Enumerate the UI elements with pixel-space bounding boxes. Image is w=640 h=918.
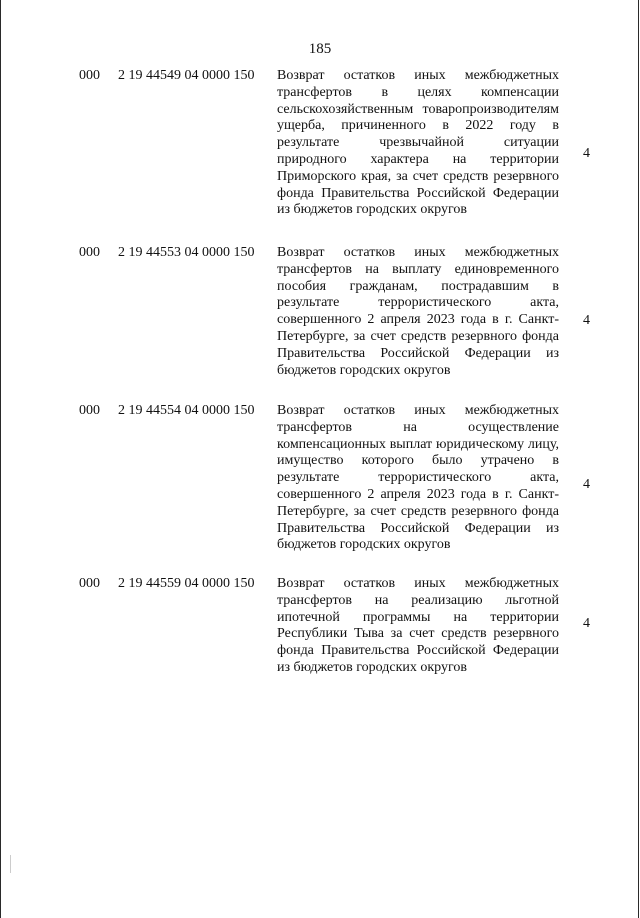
row-description: Возврат остатков иных межбюджетных трансфертов в целях компенсации сельскохозяйственным товаропроизводителям ущерба, причиненного в 2022 году в результате чрезвычайной ситуации природного характера на территории Приморского края, за счет средств резервного фонда Правительства Российской Федерации из бюджетов городских округов [277,68,559,218]
admin-code: 000 [79,403,100,418]
kbk-code: 2 19 44559 04 0000 150 [118,576,255,591]
row-description: Возврат остатков иных межбюджетных трансфертов на осуществление компенсационных выплат юридическому лицу, имущество которого было утрачено в результате террористического акта, совершенного 2 апреля 2023 года в г. Санкт-Петербурге, за счет средств резервного фонда Правительства Российской Федерации из бюджетов городских округов [277,403,559,553]
page-number: 185 [308,41,332,57]
row-description: Возврат остатков иных межбюджетных трансфертов на выплату единовременного пособия гражданам, пострадавшим в результате террористического акта, совершенного 2 апреля 2023 года в г. Санкт-Петербурге, за счет средств резервного фонда Правительства Российской Федерации из бюджетов городских округов [277,245,559,378]
row-amount: 4 [583,146,590,161]
admin-code: 000 [79,68,100,83]
row-description: Возврат остатков иных межбюджетных трансфертов на реализацию льготной ипотечной программы на территории Республики Тыва за счет средств резервного фонда Правительства Российской Федерации из бюджетов городских округов [277,576,559,675]
kbk-code: 2 19 44554 04 0000 150 [118,403,255,418]
admin-code: 000 [79,576,100,591]
scan-speck [10,855,11,873]
row-amount: 4 [583,313,590,328]
scan-edge-right [638,0,639,918]
scan-edge-left [0,0,1,918]
kbk-code: 2 19 44549 04 0000 150 [118,68,255,83]
kbk-code: 2 19 44553 04 0000 150 [118,245,255,260]
admin-code: 000 [79,245,100,260]
row-amount: 4 [583,616,590,631]
row-amount: 4 [583,477,590,492]
